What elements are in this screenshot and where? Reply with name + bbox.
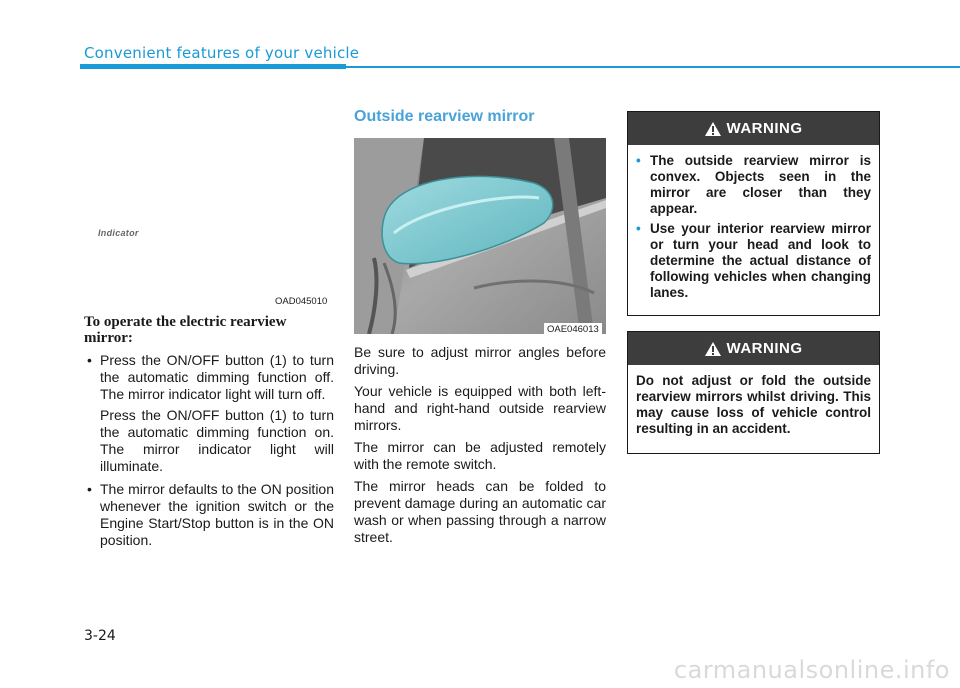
paragraph: The mirror heads can be folded to prevent damage during an automatic car wash or when passing through a narrow street. [354, 478, 606, 545]
left-column [84, 314, 334, 549]
warning-icon [705, 342, 721, 356]
section-body [354, 344, 606, 551]
warning-title: WARNING [726, 340, 803, 357]
paragraph: Be sure to adjust mirror angles before driving. [354, 344, 606, 377]
mirror-drawing [354, 138, 606, 334]
warning-box-2 [627, 331, 880, 454]
figure1-code: OAD045010 [275, 296, 328, 307]
left-heading: To operate the electric rearview mirror: [84, 314, 287, 346]
warning-item: • Use your interior rearview mirror or turn your head and look to determine the actual distance of following vehicles when changing lanes. [636, 221, 871, 300]
bullet-item: • The mirror defaults to the ON position whenever the ignition switch or the Engine Start/Stop button is in the ON position. [87, 481, 334, 548]
warning-body [628, 145, 879, 315]
middle-column [354, 108, 606, 545]
page-number: 3-24 [84, 628, 116, 644]
warning-icon [705, 122, 721, 136]
indicator-figure [84, 88, 336, 310]
bullet-subparagraph: Press the ON/OFF button (1) to turn the automatic dimming function on. The mirror indicator light will illuminate. [100, 407, 334, 474]
header-line [346, 66, 960, 68]
bullet-item: • Press the ON/OFF button (1) to turn the automatic dimming function off. The mirror indicator light will turn off. [87, 352, 334, 402]
mirror-illustration [354, 138, 606, 334]
warning-box-1 [627, 111, 880, 316]
paragraph: Your vehicle is equipped with both left-hand and right-hand outside rearview mirrors. [354, 383, 606, 433]
warning-title: WARNING [726, 120, 803, 137]
section-heading: Outside rearview mirror [354, 108, 535, 125]
indicator-label: Indicator [98, 228, 139, 238]
warning-item: • The outside rearview mirror is convex. Objects seen in the mirror are closer than they appear. [636, 153, 871, 216]
paragraph: The mirror can be adjusted remotely with the remote switch. [354, 439, 606, 472]
figure2-code: OAE046013 [544, 323, 602, 336]
watermark: carmanualsonline.info [673, 656, 950, 684]
warning-header [628, 332, 879, 365]
warning-text: Do not adjust or fold the outside rearview mirrors whilst driving. This may cause loss of vehicle control resulting in an accident. [636, 373, 871, 436]
header-title: Convenient features of your vehicle [84, 44, 360, 62]
header-bar [80, 64, 346, 69]
warning-body [628, 365, 879, 453]
warning-header [628, 112, 879, 145]
